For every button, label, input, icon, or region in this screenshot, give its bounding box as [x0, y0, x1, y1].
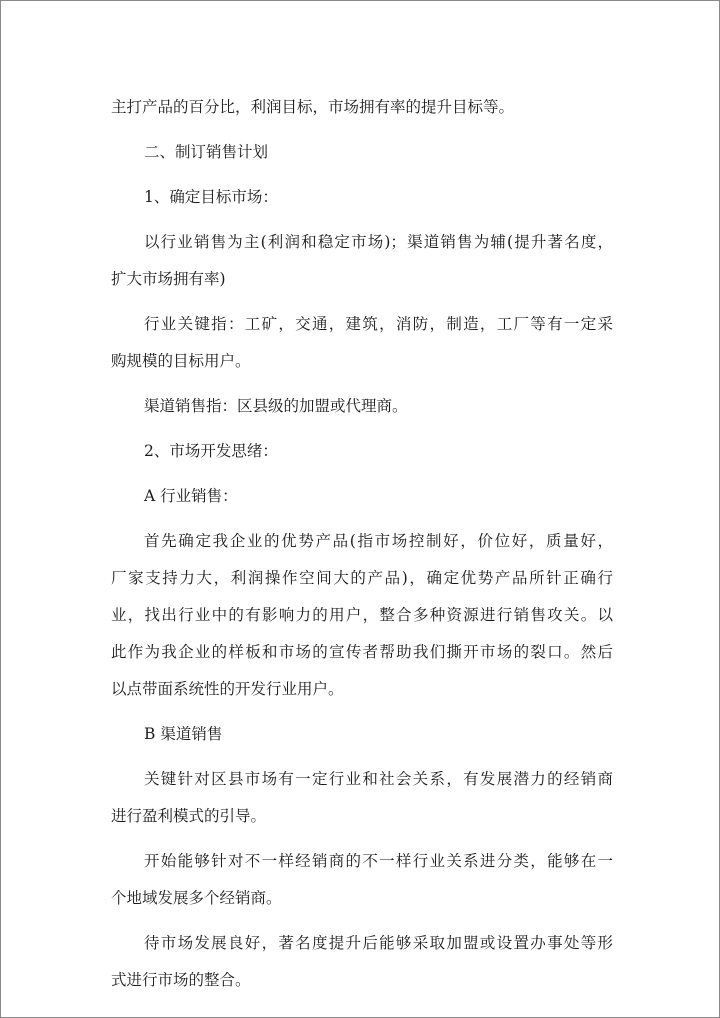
paragraph-line: 此作为我企业的样板和市场的宣传者帮助我们撕开市场的裂口。然后: [111, 643, 613, 661]
paragraph-line: 式进行市场的整合。: [111, 971, 251, 989]
subsection-heading: 1、确定目标市场：: [144, 188, 278, 206]
paragraph-line: 扩大市场拥有率): [111, 270, 226, 288]
paragraph-line: 开始能够针对不一样经销商的不一样行业关系进分类，能够在一: [144, 852, 613, 870]
paragraph-line: 关键针对区县市场有一定行业和社会关系，有发展潜力的经销商: [144, 770, 613, 788]
subsection-heading: 2、市场开发思绪：: [144, 442, 278, 460]
subsection-heading: A 行业销售：: [144, 487, 238, 505]
paragraph-line: 渠道销售指：区县级的加盟或代理商。: [144, 397, 408, 415]
subsection-heading: B 渠道销售: [144, 725, 223, 743]
paragraph-line: 首先确定我企业的优势产品(指市场控制好，价位好，质量好，: [144, 532, 613, 550]
paragraph-line: 厂家支持力大，利润操作空间大的产品)，确定优势产品所针正确行: [111, 569, 613, 587]
paragraph-line: 以行业销售为主(利润和稳定市场)；渠道销售为辅(提升著名度，: [144, 233, 613, 251]
paragraph-line: 个地域发展多个经销商。: [111, 889, 282, 907]
paragraph-line: 以点带面系统性的开发行业用户。: [111, 680, 344, 698]
paragraph-line: 业，找出行业中的有影响力的用户，整合多种资源进行销售攻关。以: [111, 606, 613, 624]
paragraph-line: 购规模的目标用户。: [111, 352, 251, 370]
paragraph-line: 待市场发展良好，著名度提升后能够采取加盟或设置办事处等形: [144, 934, 613, 952]
paragraph-line: 主打产品的百分比，利润目标，市场拥有率的提升目标等。: [111, 98, 515, 116]
section-heading: 二、制订销售计划: [144, 143, 269, 161]
document-body: [111, 89, 613, 999]
paragraph-line: 进行盈利模式的引导。: [111, 807, 267, 825]
paragraph-line: 行业关键指：工矿，交通，建筑，消防，制造，工厂等有一定采: [144, 315, 613, 333]
